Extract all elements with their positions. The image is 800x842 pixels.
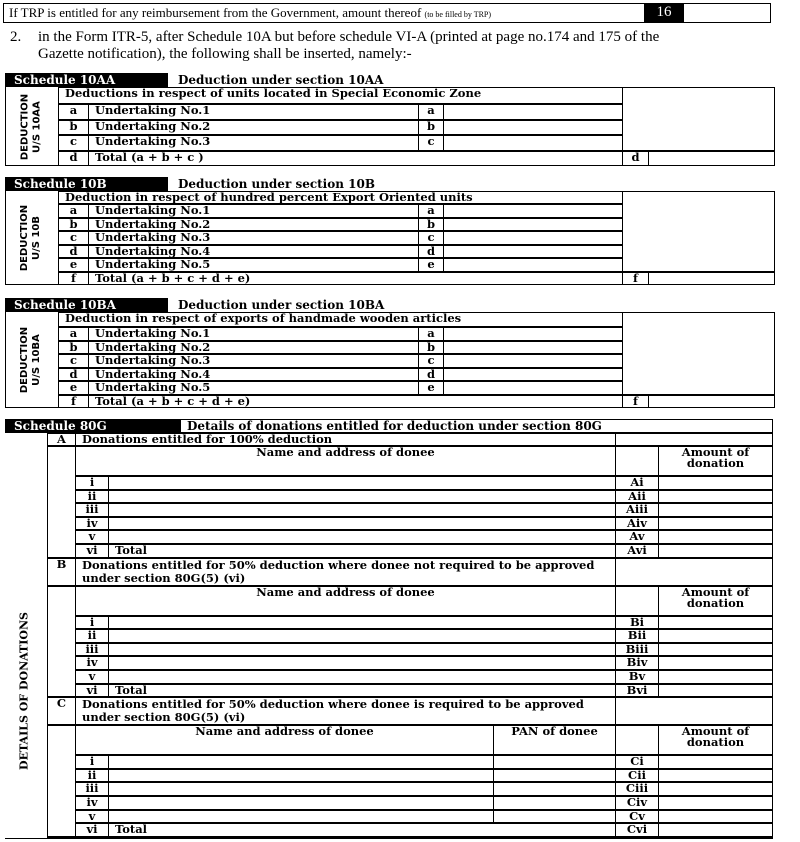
donee-name-input[interactable] [108, 755, 494, 769]
amount-header-line-1: Amount of [681, 585, 750, 599]
total-label: Total (a + b + c + d + e) [88, 395, 623, 409]
donation-amount-input[interactable] [658, 490, 773, 504]
side-label-line-2: U/S 10BA [31, 334, 42, 386]
section-heading [75, 433, 616, 446]
row-index: i [75, 755, 109, 769]
donation-amount-input[interactable] [658, 503, 773, 517]
row-letter: c [58, 354, 89, 368]
total-letter: f [58, 272, 89, 286]
total-label: Total [108, 544, 616, 558]
total-amount-input[interactable] [648, 272, 775, 286]
amount-header-line-2: donation [686, 456, 745, 470]
donee-name-input[interactable] [108, 629, 616, 643]
amount-input[interactable] [443, 104, 623, 120]
row-code: Aii [615, 490, 659, 504]
section-letter-blank [47, 586, 76, 698]
schedule-name-bar: Schedule 10AA [5, 73, 168, 87]
schedule-title: Deduction under section 10BA [178, 298, 385, 312]
donation-amount-input[interactable] [658, 670, 773, 684]
row-code: Biv [615, 656, 659, 670]
row-code: Bv [615, 670, 659, 684]
total-label: Total (a + b + c + d + e) [88, 272, 623, 286]
row-letter: c [58, 135, 89, 151]
donee-name-input[interactable] [108, 530, 616, 544]
amount-input[interactable] [443, 245, 623, 259]
schedule-title: Deduction under section 10B [178, 177, 375, 191]
row-code: Cii [615, 769, 659, 783]
donee-name-input[interactable] [108, 769, 494, 783]
donation-amount-input[interactable] [658, 656, 773, 670]
side-label [19, 191, 47, 285]
row-code: c [418, 354, 444, 368]
section-heading: Deductions in respect of units located in Special Economic Zone [58, 87, 623, 104]
row-index: iii [75, 643, 109, 657]
donee-pan-input[interactable] [493, 769, 616, 783]
amount-input[interactable] [443, 381, 623, 395]
schedule-name-bar: Schedule 80G [5, 419, 180, 433]
reimbursement-label: If TRP is entitled for any reimbursement from the Government, amount thereof [9, 5, 422, 20]
donee-pan-input[interactable] [493, 755, 616, 769]
donee-name-input[interactable] [108, 517, 616, 531]
donee-name-input[interactable] [108, 616, 616, 630]
section-heading: Deduction in respect of hundred percent Export Oriented units [58, 191, 623, 204]
reimbursement-row [3, 3, 771, 23]
section-letter-blank [47, 725, 76, 837]
schedule-title: Deduction under section 10AA [178, 73, 384, 87]
row-index: i [75, 616, 109, 630]
donation-amount-input[interactable] [658, 643, 773, 657]
section-heading-line-2: under section 80G(5) (vi) [82, 570, 246, 585]
side-label-cell [5, 87, 59, 166]
total-label: Total [108, 823, 616, 837]
donation-amount-input[interactable] [658, 810, 773, 824]
donee-pan-input[interactable] [493, 782, 616, 796]
row-label: Undertaking No.2 [88, 341, 419, 355]
donation-amount-input[interactable] [658, 530, 773, 544]
side-label: DETAILS OF DONATIONS [17, 611, 31, 770]
side-label [19, 87, 47, 166]
row-code: Civ [615, 796, 659, 810]
row-code: Biii [615, 643, 659, 657]
total-code: f [622, 272, 649, 286]
section-letter: B [47, 558, 76, 586]
side-label-cell [5, 191, 59, 285]
section-heading-line-1: Donations entitled for 100% deduction [82, 433, 333, 446]
side-label-line-1: DEDUCTION [19, 204, 30, 272]
row-index: iii [75, 782, 109, 796]
section-letter-blank [47, 446, 76, 558]
row-letter: a [58, 104, 89, 120]
total-amount-input[interactable] [648, 395, 775, 409]
amount-input[interactable] [443, 231, 623, 245]
total-amount-input[interactable] [648, 151, 775, 167]
row-code: e [418, 381, 444, 395]
row-label: Undertaking No.1 [88, 104, 419, 120]
donation-amount-input[interactable] [658, 616, 773, 630]
row-index: iv [75, 517, 109, 531]
row-index: iv [75, 656, 109, 670]
donation-amount-input[interactable] [658, 476, 773, 490]
row-index: v [75, 530, 109, 544]
row-code: Ai [615, 476, 659, 490]
row-code: Ci [615, 755, 659, 769]
row-index: vi [75, 544, 109, 558]
row-label: Undertaking No.3 [88, 135, 419, 151]
amount-header [658, 725, 773, 755]
section-heading [75, 697, 616, 725]
row-index: v [75, 810, 109, 824]
row-code: Cvi [615, 823, 659, 837]
name-header: Name and address of donee [75, 586, 616, 616]
row-code: Aiv [615, 517, 659, 531]
donation-amount-input[interactable] [658, 629, 773, 643]
total-letter: d [58, 151, 89, 167]
row-label: Undertaking No.5 [88, 381, 419, 395]
donation-amount-input[interactable] [658, 755, 773, 769]
amount-input[interactable] [443, 204, 623, 218]
section-heading-line-2: under section 80G(5) (vi) [82, 710, 246, 725]
section-heading-line-1: Donations entitled for 50% deduction where donee not required to be approved [82, 557, 595, 572]
name-header: Name and address of donee [75, 446, 616, 476]
total-code: d [622, 151, 649, 167]
code-header-blank [615, 725, 659, 755]
row-label: Undertaking No.4 [88, 368, 419, 382]
row-code: c [418, 231, 444, 245]
total-letter: f [58, 395, 89, 409]
donee-name-input[interactable] [108, 476, 616, 490]
name-header: Name and address of donee [75, 725, 494, 755]
row-label: Undertaking No.2 [88, 218, 419, 232]
paragraph-line-2: Gazette notification), the following shall be inserted, namely:- [38, 46, 412, 62]
row-letter: e [58, 381, 89, 395]
row-code: b [418, 120, 444, 136]
donation-amount-input[interactable] [658, 517, 773, 531]
total-box-empty[interactable] [622, 87, 775, 151]
side-label [19, 312, 47, 408]
row-number-badge: 16 [644, 4, 684, 22]
section-heading-line-1: Donations entitled for 50% deduction where donee is required to be approved [82, 697, 584, 712]
amount-header-line-1: Amount of [681, 725, 750, 739]
amount-header-line-2: donation [686, 595, 745, 610]
amount-input[interactable] [443, 354, 623, 368]
row-code: Bii [615, 629, 659, 643]
amount-input[interactable] [443, 120, 623, 136]
row-letter: a [58, 327, 89, 341]
row-index: ii [75, 629, 109, 643]
side-label-cell [5, 433, 48, 838]
code-header-blank [615, 586, 659, 616]
row-code: d [418, 245, 444, 259]
schedule-name-bar: Schedule 10B [5, 177, 168, 191]
side-label-cell [5, 312, 59, 408]
row-index: vi [75, 823, 109, 837]
donee-pan-input[interactable] [493, 796, 616, 810]
row-letter: b [58, 120, 89, 136]
row-label: Undertaking No.3 [88, 354, 419, 368]
schedule-title: Details of donations entitled for deduction under section 80G [180, 419, 773, 433]
amount-input[interactable] [443, 368, 623, 382]
amount-input[interactable] [443, 135, 623, 151]
code-header-blank [615, 446, 659, 476]
row-letter: d [58, 245, 89, 259]
row-code: Av [615, 530, 659, 544]
row-code: Ciii [615, 782, 659, 796]
row-label: Undertaking No.1 [88, 327, 419, 341]
side-label-line-1: DEDUCTION [19, 93, 30, 160]
total-label: Total (a + b + c ) [88, 151, 623, 167]
amount-header-line-1: Amount of [681, 446, 750, 459]
total-code: f [622, 395, 649, 409]
total-label: Total [108, 684, 616, 698]
section-heading-blank [615, 697, 773, 725]
amount-header-line-2: donation [686, 735, 745, 750]
row-label: Undertaking No.1 [88, 204, 419, 218]
donee-name-input[interactable] [108, 796, 494, 810]
section-heading-blank [615, 433, 773, 446]
donee-name-input[interactable] [108, 490, 616, 504]
row-code: a [418, 327, 444, 341]
row-code: Bvi [615, 684, 659, 698]
row-index: iv [75, 796, 109, 810]
row-code: a [418, 204, 444, 218]
amount-input[interactable] [443, 218, 623, 232]
row-code: Avi [615, 544, 659, 558]
instruction-paragraph [10, 29, 790, 63]
row-index: i [75, 476, 109, 490]
row-letter: c [58, 231, 89, 245]
schedule-name-bar: Schedule 10BA [5, 298, 168, 312]
row-letter: e [58, 258, 89, 272]
section-heading [75, 558, 616, 586]
donee-name-input[interactable] [108, 503, 616, 517]
total-box-empty[interactable] [622, 191, 775, 272]
donation-amount-input[interactable] [658, 684, 773, 698]
row-code: Aiii [615, 503, 659, 517]
amount-input[interactable] [443, 341, 623, 355]
reimbursement-note: (to be filled by TRP) [424, 10, 492, 19]
donation-amount-input[interactable] [658, 782, 773, 796]
row-letter: b [58, 341, 89, 355]
bottom-rule [5, 838, 773, 839]
side-label-line-1: DEDUCTION [19, 326, 30, 394]
paragraph-number: 2. [10, 29, 22, 45]
row-index: ii [75, 769, 109, 783]
row-label: Undertaking No.4 [88, 245, 419, 259]
donee-name-input[interactable] [108, 810, 494, 824]
row-code: Bi [615, 616, 659, 630]
amount-input[interactable] [443, 258, 623, 272]
row-code: c [418, 135, 444, 151]
amount-input[interactable] [443, 327, 623, 341]
paragraph-line-1: in the Form ITR-5, after Schedule 10A but before schedule VI-A (printed at page no.174 and 175 of the [38, 29, 660, 45]
side-label-line-2: U/S 10AA [31, 100, 42, 153]
donation-amount-input[interactable] [658, 544, 773, 558]
row-index: v [75, 670, 109, 684]
row-letter: a [58, 204, 89, 218]
section-heading-blank [615, 558, 773, 586]
row-code: b [418, 218, 444, 232]
donee-name-input[interactable] [108, 670, 616, 684]
row-label: Undertaking No.2 [88, 120, 419, 136]
row-code: Cv [615, 810, 659, 824]
side-label-line-2: U/S 10B [31, 216, 42, 260]
donee-pan-input[interactable] [493, 810, 616, 824]
row-label: Undertaking No.5 [88, 258, 419, 272]
donee-name-input[interactable] [108, 656, 616, 670]
row-index: vi [75, 684, 109, 698]
row-code: a [418, 104, 444, 120]
section-heading: Deduction in respect of exports of handmade wooden articles [58, 312, 623, 327]
donation-amount-input[interactable] [658, 823, 773, 837]
row-index: iii [75, 503, 109, 517]
row-code: b [418, 341, 444, 355]
section-letter: C [47, 697, 76, 725]
total-box-empty[interactable] [622, 312, 775, 395]
donee-name-input[interactable] [108, 782, 494, 796]
section-letter: A [47, 433, 76, 446]
amount-header [658, 446, 773, 476]
row-index: ii [75, 490, 109, 504]
donation-amount-input[interactable] [658, 769, 773, 783]
row-letter: d [58, 368, 89, 382]
row-code: d [418, 368, 444, 382]
pan-header: PAN of donee [493, 725, 616, 755]
donation-amount-input[interactable] [658, 796, 773, 810]
amount-header [658, 586, 773, 616]
row-letter: b [58, 218, 89, 232]
row-code: e [418, 258, 444, 272]
row-label: Undertaking No.3 [88, 231, 419, 245]
donee-name-input[interactable] [108, 643, 616, 657]
